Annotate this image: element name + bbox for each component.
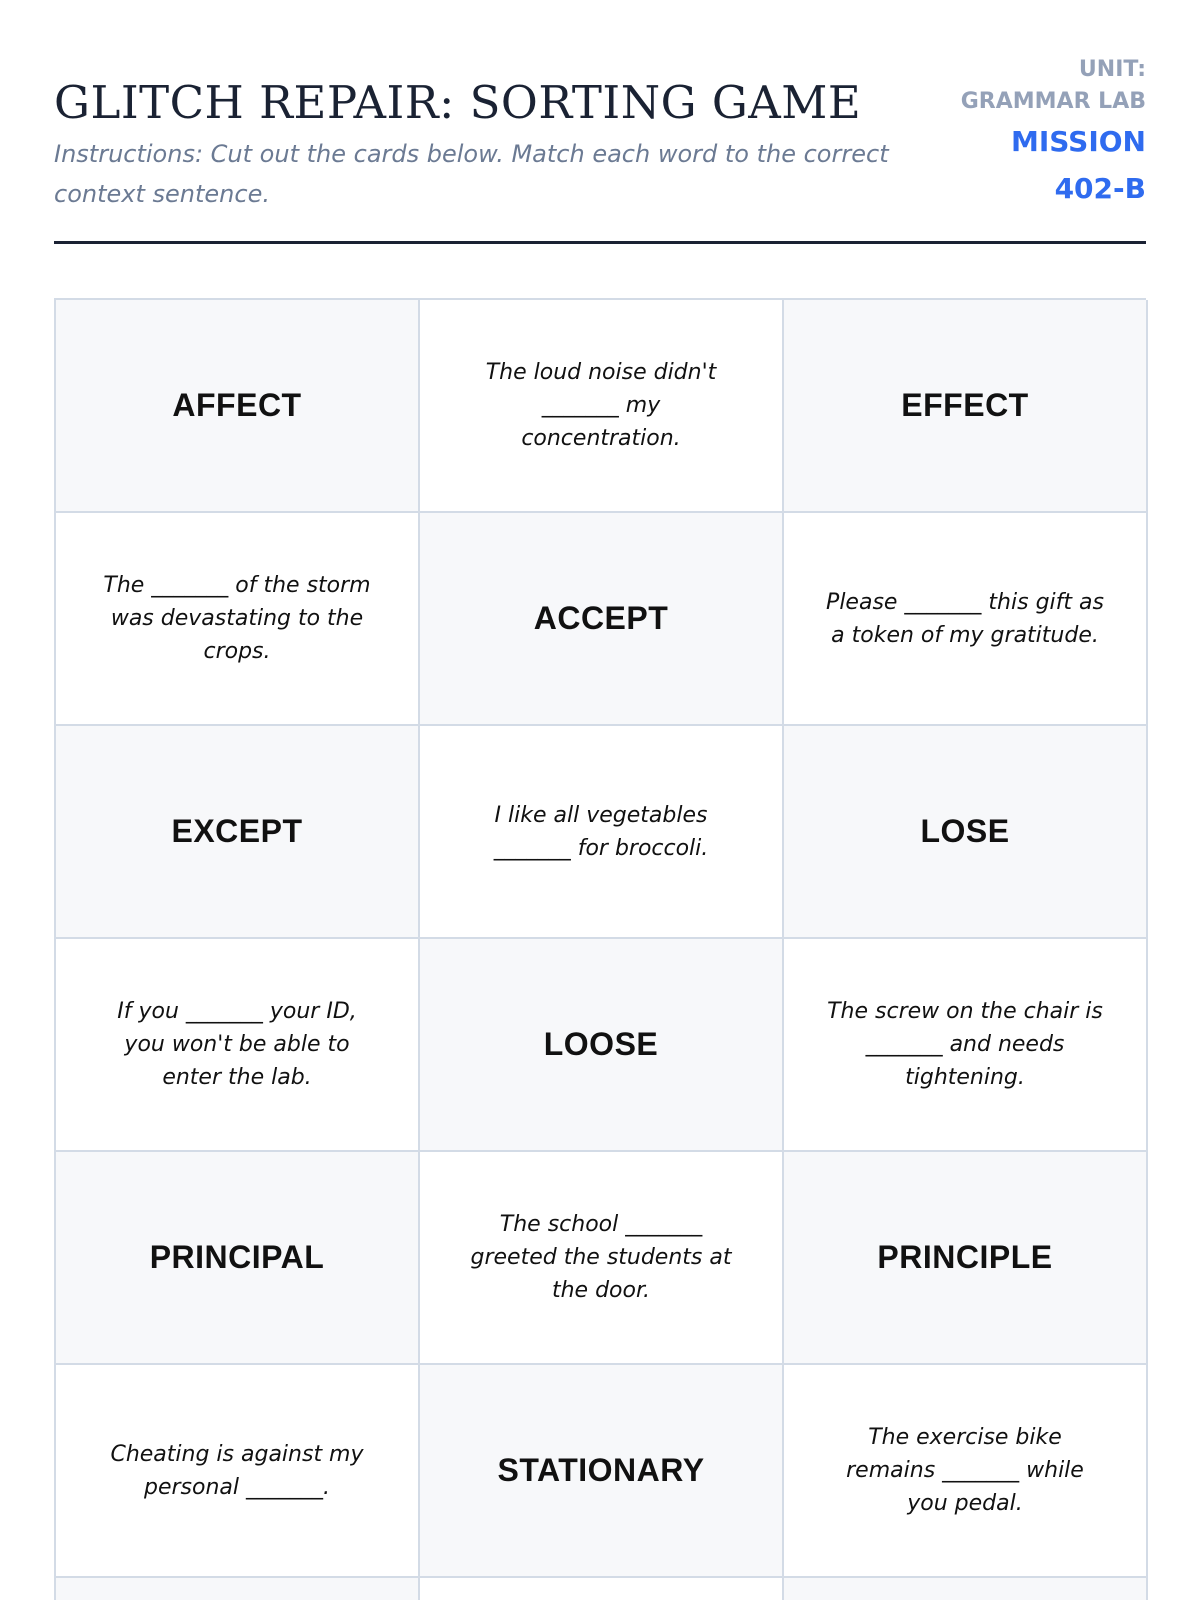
mission-info (946, 54, 1146, 212)
sentence-card-text: Cheating is against my personal _______. (110, 1441, 364, 1500)
word-card (420, 939, 784, 1152)
word-card-text: LOOSE (543, 1026, 659, 1062)
sentence-card-text: If you _______ your ID, you won't be able to enter the lab. (117, 999, 357, 1090)
word-card-text: PRINCIPAL (149, 1239, 325, 1275)
word-card (784, 1152, 1148, 1365)
card-grid (54, 298, 1146, 1600)
sentence-card (420, 1578, 784, 1600)
sentence-card-text: The school _______ greeted the students at the door. (470, 1212, 732, 1303)
sentence-card (56, 939, 420, 1152)
sentence-card-text: Please _______ this gift as a token of my gratitude. (826, 589, 1104, 648)
sentence-card (784, 939, 1148, 1152)
word-card-text: ACCEPT (533, 600, 669, 636)
sentence-card-text: The exercise bike remains _______ while you pedal. (846, 1425, 1084, 1516)
mission-label: MISSION 402-B (1010, 125, 1146, 205)
sentence-card (784, 513, 1148, 726)
sentence-card (420, 300, 784, 513)
word-card (56, 1578, 420, 1600)
sentence-card-text: I like all vegetables _______ for broccoli. (493, 802, 709, 861)
word-card (420, 513, 784, 726)
word-card-text: AFFECT (172, 387, 302, 423)
worksheet-header (54, 0, 1146, 244)
page-title: GLITCH REPAIR: SORTING GAME (54, 76, 862, 129)
sentence-card-text: The screw on the chair is _______ and needs tightening. (827, 999, 1103, 1090)
unit-label: UNIT: GRAMMAR LAB (960, 57, 1146, 114)
word-card (56, 726, 420, 939)
word-card-text: EXCEPT (171, 813, 303, 849)
word-card (420, 1365, 784, 1578)
word-card (56, 300, 420, 513)
instructions-text: Instructions: Cut out the cards below. Match each word to the correct context sentence. (54, 140, 889, 208)
word-card-text: LOSE (920, 813, 1010, 849)
word-card (784, 300, 1148, 513)
word-card-text: EFFECT (901, 387, 1029, 423)
sentence-card (56, 1365, 420, 1578)
sentence-card-text: The _______ of the storm was devastating to the crops. (103, 573, 371, 664)
sentence-card (56, 513, 420, 726)
sentence-card-text: The loud noise didn't _______ my concentration. (485, 360, 717, 451)
word-card (56, 1152, 420, 1365)
word-card-text: PRINCIPLE (877, 1239, 1053, 1275)
word-card (784, 1578, 1148, 1600)
word-card-text: STATIONARY (497, 1452, 705, 1488)
sentence-card (420, 726, 784, 939)
word-card (784, 726, 1148, 939)
sentence-card (784, 1365, 1148, 1578)
sentence-card (420, 1152, 784, 1365)
worksheet-page (54, 0, 1146, 1516)
